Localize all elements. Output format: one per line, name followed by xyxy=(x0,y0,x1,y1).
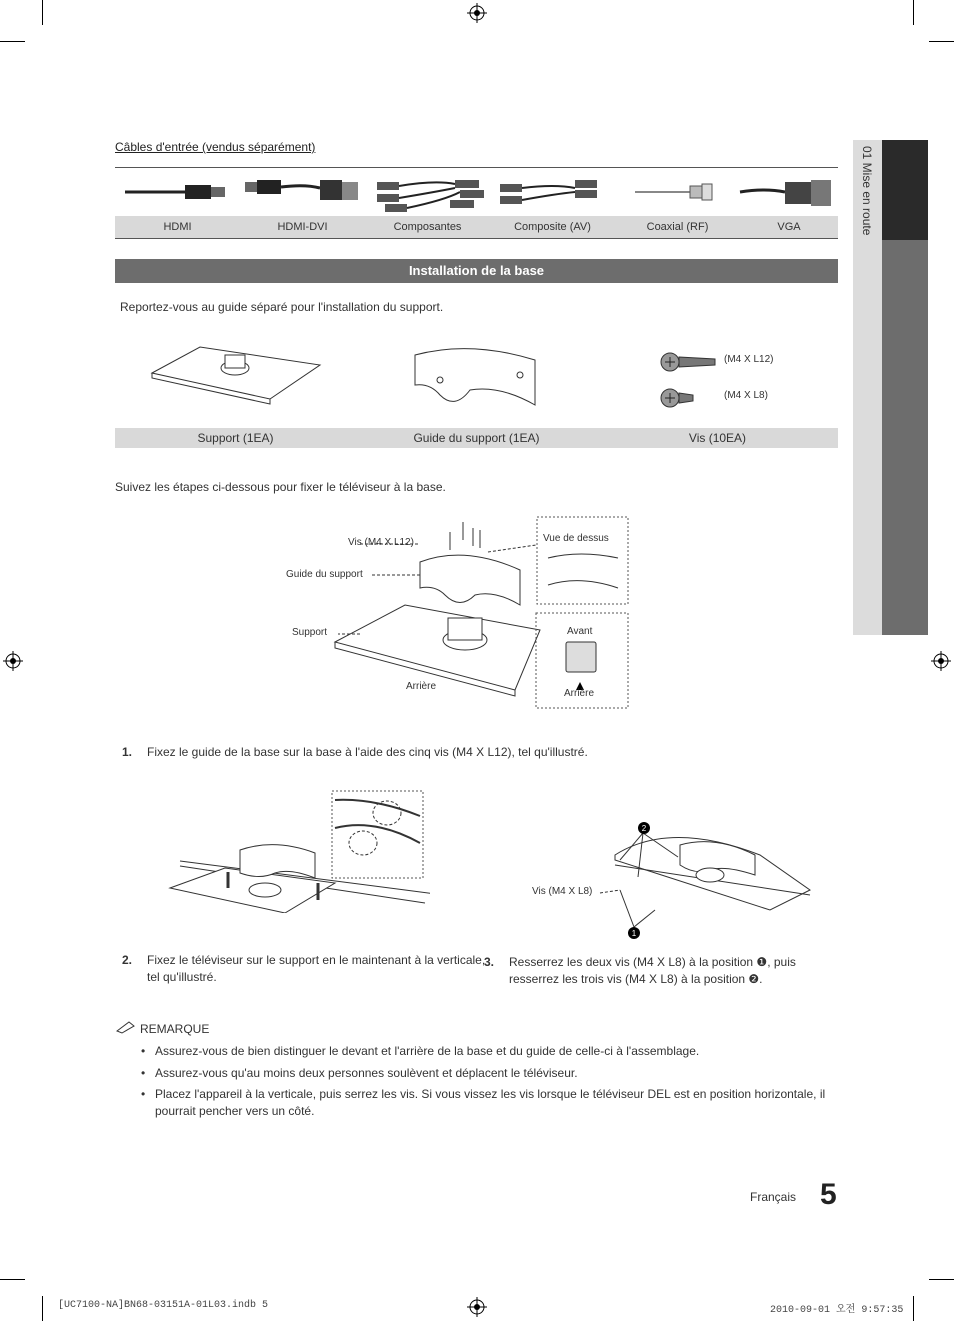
parts-illustration xyxy=(140,335,840,425)
diagram-guide-label: Guide du support xyxy=(286,569,363,580)
step-number: 1. xyxy=(122,745,133,759)
cables-title: Câbles d'entrée (vendus séparément) xyxy=(115,140,316,154)
part-label: Guide du support (1EA) xyxy=(413,431,540,445)
step-text: resserrez les trois vis (M4 X L8) à la position ❷. xyxy=(509,972,763,986)
note-bullet: pourrait pencher vers un côté. xyxy=(155,1104,315,1118)
hdmi-cable-icon xyxy=(125,185,225,199)
print-footer-right: 2010-09-01 오전 9:57:35 xyxy=(770,1305,904,1316)
step-text: Resserrez les deux vis (M4 X L8) à la position ❶, puis xyxy=(509,955,796,969)
page-number: 5 xyxy=(820,1178,837,1211)
svg-text:2: 2 xyxy=(641,824,647,833)
cable-label: Composantes xyxy=(393,221,462,233)
cable-label: HDMI xyxy=(163,221,192,233)
part-label: Support (1EA) xyxy=(197,431,274,445)
pencil-note-icon xyxy=(115,1020,137,1034)
step-text: tel qu'illustré. xyxy=(147,970,217,984)
svg-text:1: 1 xyxy=(631,929,637,938)
note-bullet: Placez l'appareil à la verticale, puis serrez les vis. Si vous vissez les vis lorsque le téléviseur DEL est en position horizontale, il xyxy=(155,1087,826,1101)
chapter-tab-label: 01 Mise en route xyxy=(860,146,874,236)
part-label: Vis (10EA) xyxy=(688,431,747,445)
hdmi-dvi-cable-icon xyxy=(245,180,358,200)
step-number: 3. xyxy=(484,955,495,969)
screws-l8-label: Vis (M4 X L8) xyxy=(532,886,593,897)
chapter-tab-dark xyxy=(882,140,928,240)
registration-mark-icon xyxy=(931,651,951,671)
screw-short-icon xyxy=(661,389,693,407)
screw-short-label: (M4 X L8) xyxy=(724,390,768,401)
stand-guide-icon xyxy=(415,349,535,405)
bullet-icon: • xyxy=(141,1044,146,1058)
crop-mark xyxy=(913,1296,914,1321)
chapter-tab-mid xyxy=(882,240,928,635)
crop-mark xyxy=(42,0,43,25)
top-view-label: Vue de dessus xyxy=(543,533,609,544)
front-label: Avant xyxy=(567,626,593,637)
section-title: Installation de la base xyxy=(115,259,838,283)
cable-label: Composite (AV) xyxy=(514,221,591,233)
cable-label: VGA xyxy=(777,221,801,233)
step-text: Fixez le téléviseur sur le support en le maintenant à la verticale, xyxy=(147,953,486,967)
registration-mark-icon xyxy=(467,3,487,23)
steps-intro: Suivez les étapes ci-dessous pour fixer le téléviseur à la base. xyxy=(115,480,446,494)
screw-positions-illustration xyxy=(530,815,820,940)
note-title: REMARQUE xyxy=(140,1022,210,1036)
diagram-support-label: Support xyxy=(292,627,328,638)
step-text: Fixez le guide de la base sur la base à l'aide des cinq vis (M4 X L12), tel qu'illustré. xyxy=(147,745,588,759)
cables-illustration xyxy=(115,170,838,216)
note-bullet: Assurez-vous qu'au moins deux personnes soulèvent et déplacent le téléviseur. xyxy=(155,1066,578,1080)
print-footer-left: [UC7100-NA]BN68-03151A-01L03.indb 5 xyxy=(58,1300,269,1311)
diagram-back-label: Arrière xyxy=(406,681,437,692)
divider xyxy=(115,167,838,168)
registration-mark-icon xyxy=(467,1297,487,1317)
bullet-icon: • xyxy=(141,1087,146,1101)
component-cable-icon xyxy=(377,180,484,212)
crop-mark xyxy=(42,1296,43,1321)
coaxial-cable-icon xyxy=(635,184,712,200)
cables-label-row xyxy=(115,216,838,238)
tv-mount-illustration xyxy=(165,788,430,913)
registration-mark-icon xyxy=(3,651,23,671)
screw-long-icon xyxy=(661,353,715,371)
bullet-icon: • xyxy=(141,1066,146,1080)
composite-cable-icon xyxy=(500,180,597,204)
stand-base-icon xyxy=(152,347,320,404)
parts-label-row xyxy=(115,428,838,448)
crop-mark xyxy=(929,41,954,42)
language-label: Français xyxy=(750,1190,797,1204)
cable-label: HDMI-DVI xyxy=(277,221,328,233)
crop-mark xyxy=(0,1279,25,1280)
divider xyxy=(115,238,838,239)
crop-mark xyxy=(913,0,914,25)
vga-cable-icon xyxy=(740,180,831,206)
crop-mark xyxy=(0,41,25,42)
intro-text: Reportez-vous au guide séparé pour l'installation du support. xyxy=(120,300,444,314)
note-bullet: Assurez-vous de bien distinguer le devant et l'arrière de la base et du guide de celle-ci à l'assemblage. xyxy=(155,1044,700,1058)
step-number: 2. xyxy=(122,953,133,967)
back-small-label: Arrière xyxy=(564,688,595,699)
cable-label: Coaxial (RF) xyxy=(646,221,709,233)
crop-mark xyxy=(929,1279,954,1280)
screw-long-label: (M4 X L12) xyxy=(724,354,774,365)
diagram-screws-label: Vis (M4 X L12) xyxy=(348,537,414,548)
